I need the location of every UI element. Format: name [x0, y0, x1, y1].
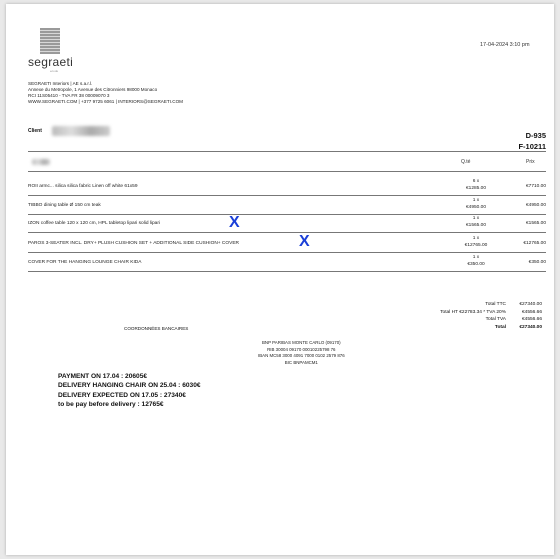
header-divider	[28, 151, 546, 152]
document-numbers	[518, 130, 546, 152]
bank-line: RIB 30004 09170 00010225798 76	[267, 346, 336, 352]
row-price: €12765.00	[523, 241, 546, 246]
row-divider	[28, 214, 546, 215]
company-line: SEGRAETI Interiors | AE s.a.r.l.	[28, 81, 93, 86]
totals-block	[386, 301, 542, 331]
invoice-date: 17-04-2024 3:10 pm	[480, 42, 530, 48]
row-quantity: 1 x €12765.00	[464, 236, 488, 248]
bank-line: BIC BNPAMCM1	[284, 359, 318, 365]
row-divider	[28, 195, 546, 196]
row-quantity: 1 x €4950.00	[465, 198, 486, 210]
price-header: Prix	[526, 159, 535, 165]
qty-header: Q.té	[461, 159, 471, 165]
row-description: IZON coffee table 120 x 120 cm, HPL tabletop lipari solid lipari	[28, 221, 160, 226]
logo-mark	[40, 28, 60, 54]
handwritten-x-mark: X	[299, 233, 310, 250]
company-line: Annexe du Metropole, 1 Avenue des Citronniers 98000 Monaco	[28, 87, 158, 92]
payment-notes	[58, 372, 201, 410]
note-line: to be pay before delivery : 12765€	[58, 401, 164, 409]
note-line: DELIVERY HANGING CHAIR ON 25.04 : 6030€	[58, 382, 201, 390]
company-line: RCI 11S05410 - TVA FR 38 00009070 3	[28, 93, 110, 98]
row-price: €7710.00	[525, 184, 546, 189]
client-label: Client	[28, 128, 42, 134]
row-quantity: 1 x €350.00	[467, 255, 485, 267]
row-description: TIBBO dining table Ø 150 cm teak	[28, 203, 101, 208]
redacted-field	[32, 159, 50, 165]
company-line: WWW.SEGRAETI.COM | +377 9725 6061 | INTERIORS@SEGRAETI.COM	[28, 99, 183, 104]
table-bottom-divider	[28, 271, 546, 272]
row-price: €4950.00	[525, 203, 546, 208]
company-logo	[28, 28, 88, 73]
row-divider	[28, 252, 546, 253]
note-line: PAYMENT ON 17.04 : 20605€	[58, 373, 148, 380]
handwritten-x-mark: X	[229, 214, 240, 231]
table-header-divider	[28, 171, 546, 172]
company-info	[28, 81, 183, 105]
total-line: Total TVA €4556.66	[485, 317, 542, 322]
invoice-page	[6, 4, 554, 555]
row-description: COVER FOR THE HANGING LOUNGE CHAIR KIDA	[28, 260, 142, 265]
total-line: Total HT €22783.34 * TVA 20% €4556.66	[440, 309, 542, 315]
row-price: €350.00	[528, 260, 546, 265]
row-quantity: 1 x €1565.00	[465, 216, 486, 228]
bank-line: BNP PARIBAS MONTE CARLO (09170)	[262, 340, 341, 345]
row-quantity: 6 x €1285.00	[465, 179, 486, 191]
note-line: DELIVERY EXPECTED ON 17.05 : 27340€	[58, 391, 186, 399]
redacted-client-name	[52, 126, 110, 136]
logo-sub: ecode	[50, 69, 59, 73]
row-description: ROII armc... silica silica fabric Linen off white 61x59	[28, 184, 138, 189]
bank-heading: COORDONNÉES BANCAIRES	[124, 326, 189, 331]
row-price: €1565.00	[525, 221, 546, 226]
file-number: F-10211	[518, 142, 546, 151]
grand-total-line: Total €27340.00	[494, 324, 542, 330]
row-divider	[28, 232, 546, 233]
row-description: PAROS 3-SEATER INCL. DRY+ PLUSH CUSHION SET + ADDITIONAL SIDE CUSHION+ COVER	[28, 241, 239, 246]
total-line: Total TTC €27340.00	[485, 302, 542, 307]
logo-name: segraeti	[28, 55, 74, 69]
document-number: D-935	[525, 131, 546, 140]
bank-details	[258, 340, 345, 366]
bank-line: IBAN MC58 3000 4091 7000 0102 2579 876	[258, 353, 345, 359]
